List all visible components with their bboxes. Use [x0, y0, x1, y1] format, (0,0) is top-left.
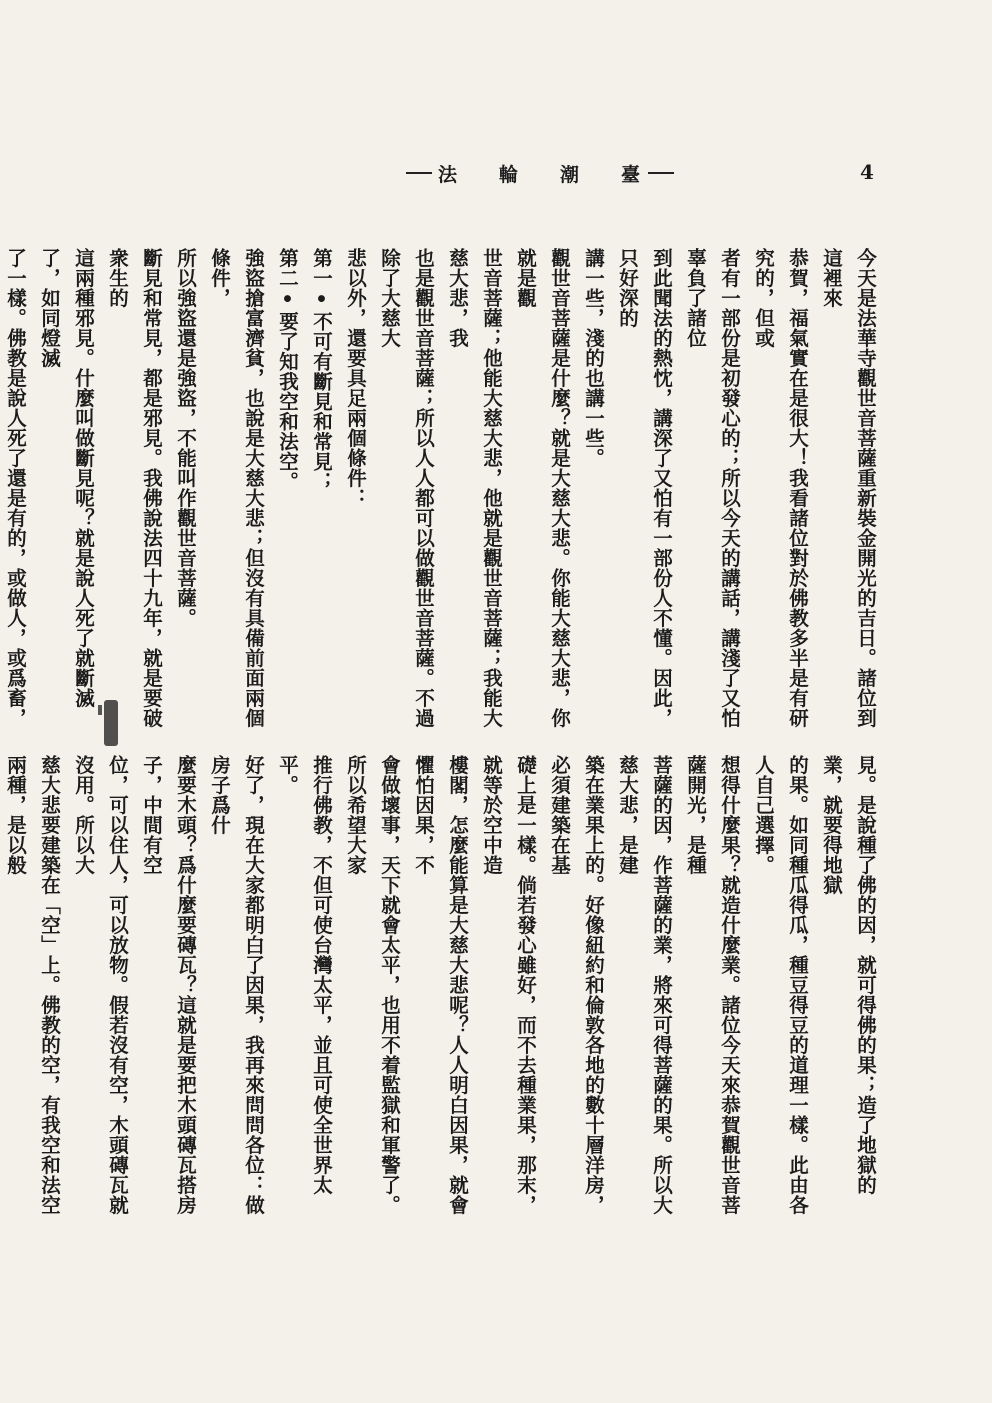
text-column: 者有一部份是初發心的；所以今天的講話，講淺了又怕辜負了諸位: [684, 248, 741, 728]
header-right-dash: [648, 172, 674, 174]
header-left-dash: [406, 172, 432, 174]
text-column: 講一些，淺的也講一些。: [582, 248, 605, 468]
text-column: 麼要木頭？爲什麼要磚瓦？這就是要把木頭磚瓦搭房子，中間有空: [140, 755, 197, 1215]
text-column: 今天是法華寺觀世音菩薩重新裝金開光的吉日。諸位到這裡來: [820, 248, 877, 728]
text-column: 慈大悲要建築在「空」上。佛教的空，有我空和法空兩種，是以般: [4, 755, 61, 1215]
text-column: 樓閣，怎麼能算是大慈大悲呢？人人明白因果，就會懼怕因果，不: [412, 755, 469, 1215]
header-char-4: 臺: [621, 163, 643, 186]
text-column: 第二•要了知我空和法空。: [276, 248, 299, 492]
text-column: 悲以外，還要具足兩個條件：: [344, 248, 367, 508]
text-column: 菩薩的因，作菩薩的業，將來可得菩薩的果。所以大慈大悲，是建: [616, 755, 673, 1215]
text-column: 這兩種邪見。什麼叫做斷見呢？就是說人死了就斷滅了，如同燈滅: [38, 248, 95, 708]
text-column: 所以強盜還是強盜，不能叫作觀世音菩薩。: [174, 248, 197, 628]
top-text-block: [0, 248, 882, 728]
text-column: 到此聞法的熱忱，講深了又怕有一部份人不懂。因此，只好深的: [616, 248, 673, 728]
text-column: 會做壞事，天下就會太平，也用不着監獄和軍警了。所以希望大家: [344, 755, 401, 1215]
text-column: 第一•不可有斷見和常見；: [310, 248, 333, 492]
text-column: 觀世音菩薩是什麼？就是大慈大悲。你能大慈大悲，你就是觀: [514, 248, 571, 728]
text-column: 的果。如同種瓜得瓜，種豆得豆的道理一樣。此由各人自己選擇。: [752, 755, 809, 1215]
text-column: 見。是說種了佛的因，就可得佛的果；造了地獄的業，就要得地獄: [820, 755, 877, 1195]
binding-dot: [98, 705, 102, 715]
running-header: [400, 158, 680, 188]
header-char-3: 潮: [560, 163, 582, 186]
bottom-text-block: [0, 755, 882, 1215]
text-column: 想得什麼果？就造什麼業。諸位今天來恭賀觀世音菩薩開光，是種: [684, 755, 741, 1215]
header-char-1: 法: [437, 163, 459, 186]
text-column: 築在業果上的。好像紐約和倫敦各地的數十層洋房，必須建築在基: [548, 755, 605, 1215]
text-column: 推行佛教，不但可使台灣太平，並且可使全世界太平。: [276, 755, 333, 1195]
text-column: 好了，現在大家都明白了因果，我再來問問各位：做房子爲什: [208, 755, 265, 1215]
text-column: 恭賀，福氣實在是很大！我看諸位對於佛教多半是有研究的，但或: [752, 248, 809, 728]
text-column: 強盜搶富濟貧，也說是大慈大悲；但沒有具備前面兩個條件，: [208, 248, 265, 728]
binding-mark: [104, 700, 118, 746]
page-number: 4: [860, 160, 874, 184]
text-column: 了一樣。佛教是說人死了還是有的，或做人，或爲畜，: [4, 248, 27, 728]
text-column: 位，可以住人，可以放物。假若沒有空，木頭磚瓦就沒用。所以大: [72, 755, 129, 1215]
text-column: 也是觀世音菩薩；所以人人都可以做觀世音菩薩。不過除了大慈大: [378, 248, 435, 728]
header-char-2: 輪: [498, 163, 520, 186]
text-column: 礎上是一樣。倘若發心雖好，而不去種業果，那末，就等於空中造: [480, 755, 537, 1215]
text-column: 斷見和常見，都是邪見。我佛說法四十九年，就是要破衆生的: [106, 248, 163, 728]
text-column: 世音菩薩；他能大慈大悲，他就是觀世音菩薩；我能大慈大悲，我: [446, 248, 503, 728]
